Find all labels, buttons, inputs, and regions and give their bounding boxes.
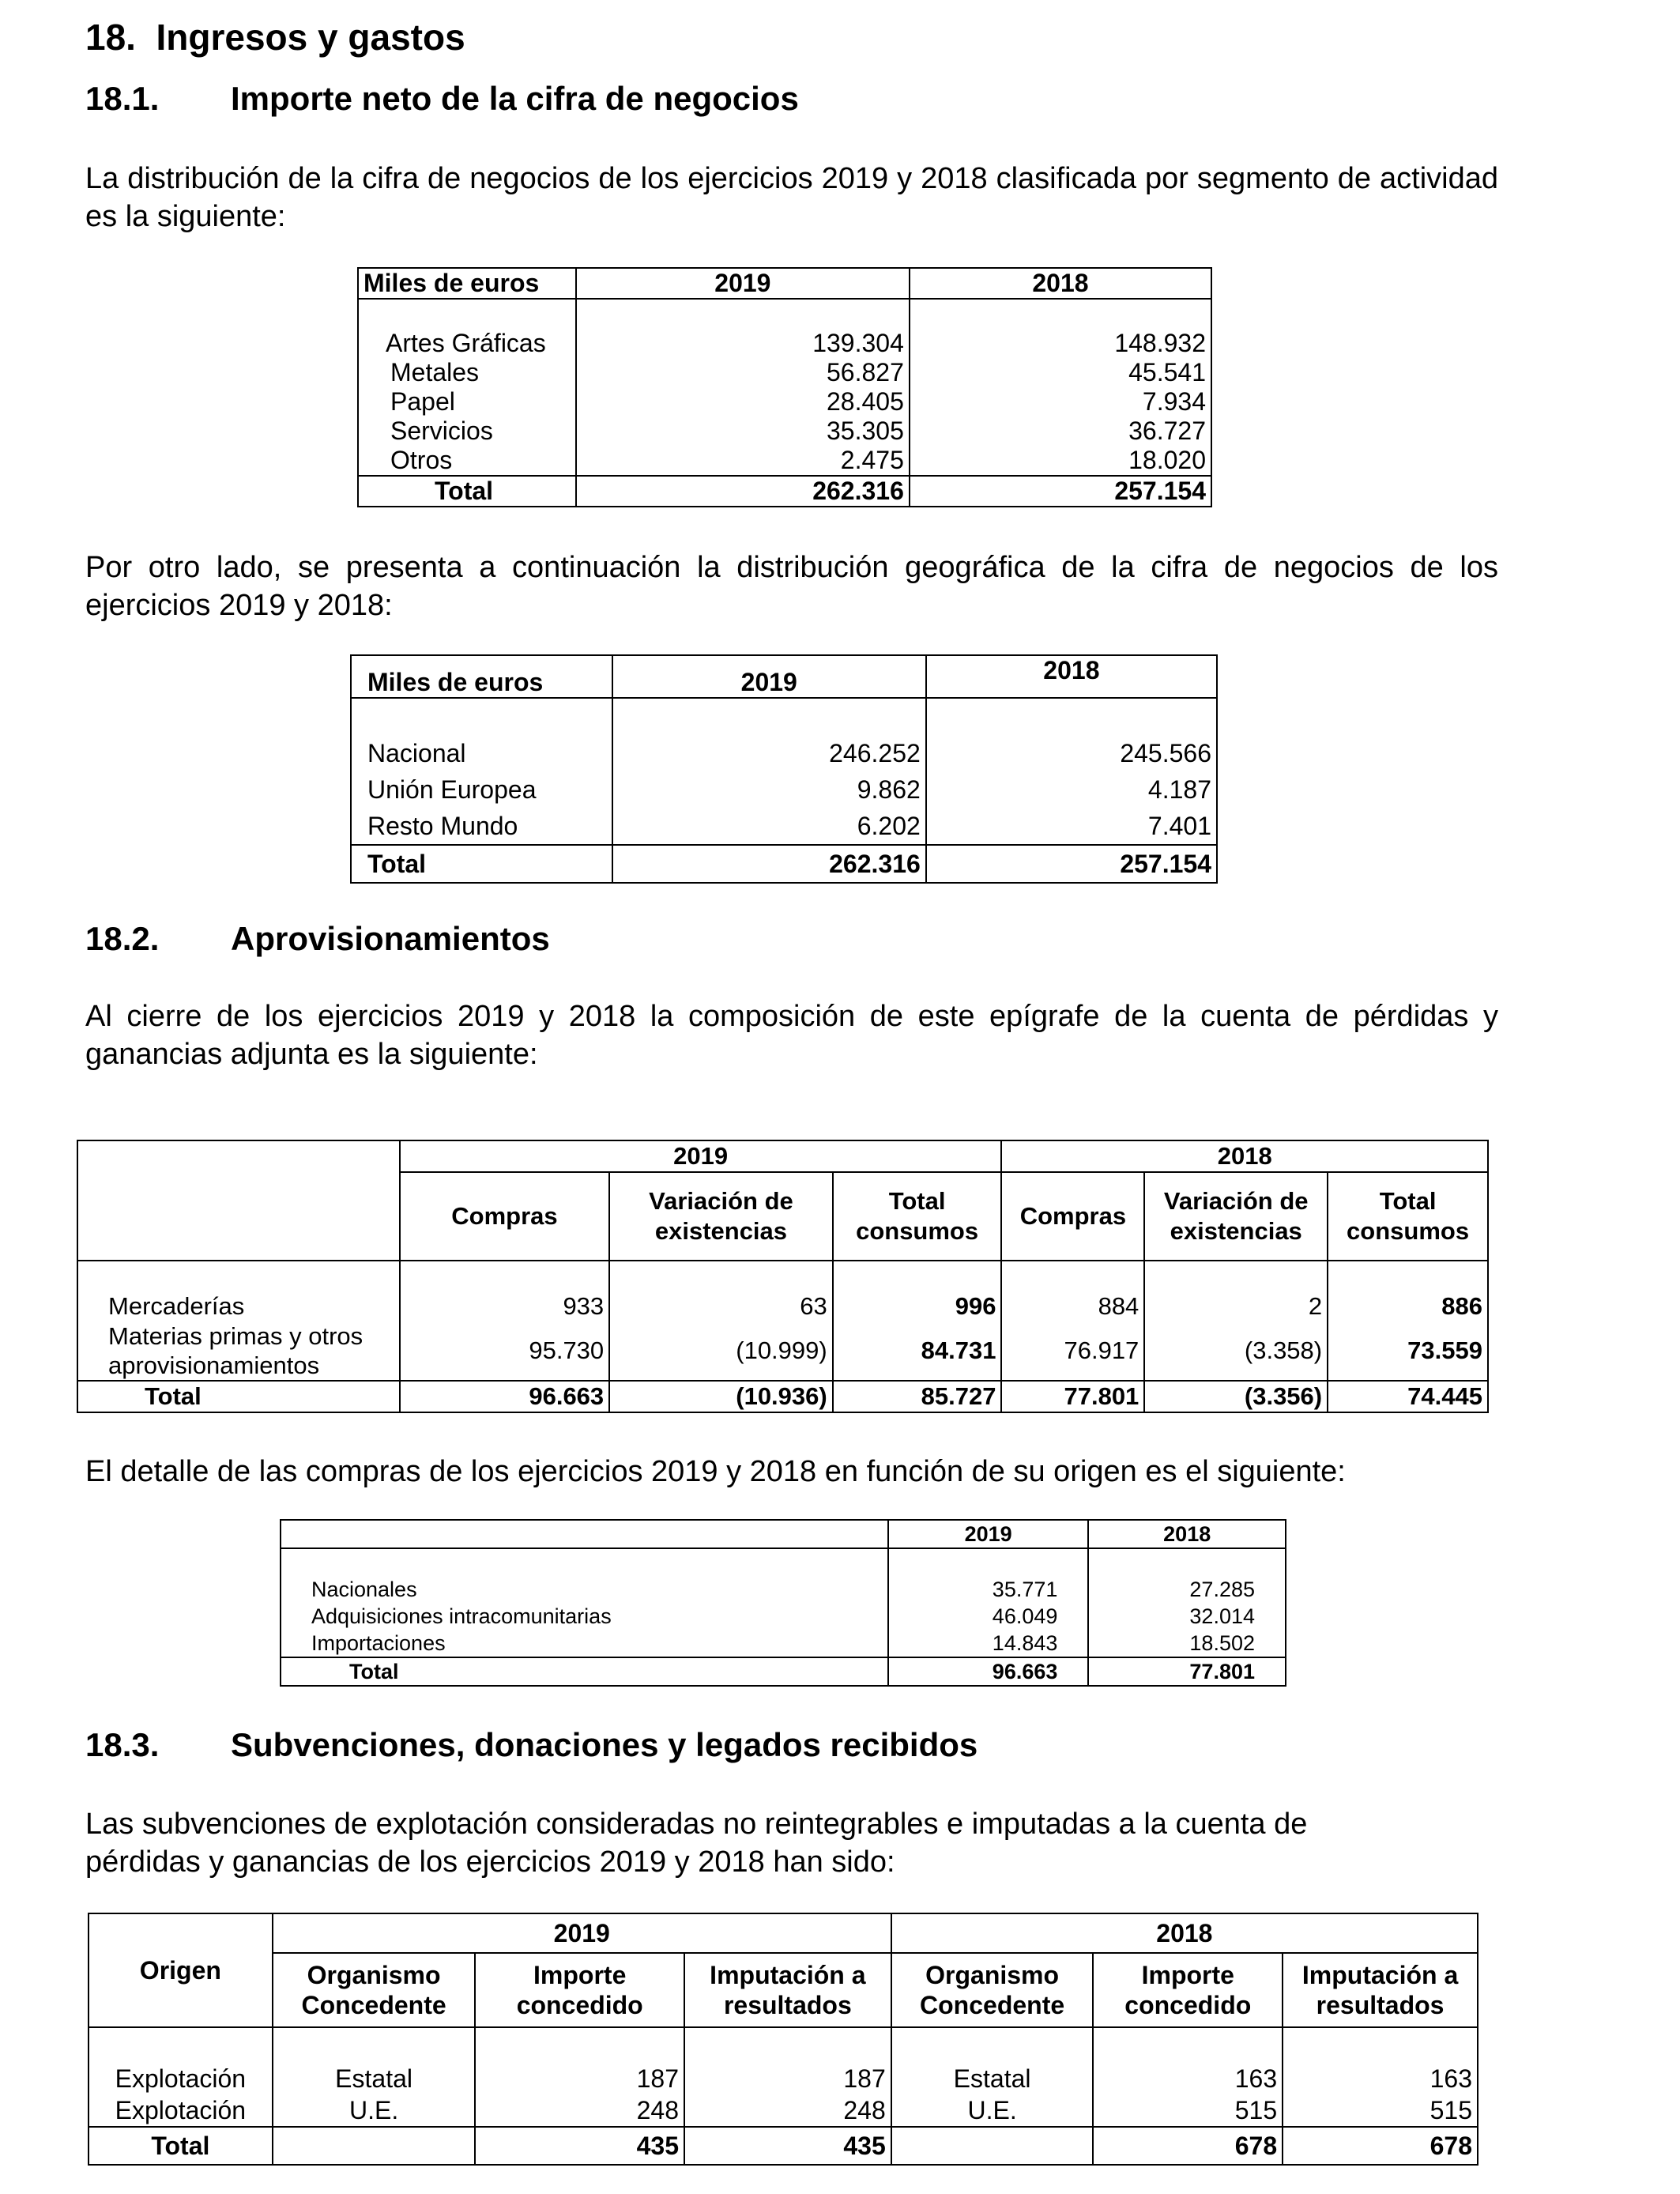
total-value: 96.663 bbox=[400, 1381, 609, 1412]
header-cell: 2018 bbox=[910, 268, 1211, 299]
year-header: 2018 bbox=[891, 1913, 1478, 1953]
value-cell: Estatal bbox=[891, 2063, 1094, 2094]
supplies-table bbox=[77, 1140, 1489, 1413]
total-label: Total bbox=[351, 845, 612, 883]
total-row bbox=[281, 1657, 1286, 1686]
subsection-number: 18.3. bbox=[85, 1726, 160, 1763]
table-row bbox=[351, 771, 1217, 808]
value-cell: 46.049 bbox=[888, 1603, 1089, 1630]
header-cell: 2018 bbox=[926, 655, 1217, 698]
value-cell: 163 bbox=[1283, 2063, 1478, 2094]
value-cell: U.E. bbox=[891, 2094, 1094, 2127]
value-cell: 7.401 bbox=[926, 808, 1217, 845]
value-cell: 9.862 bbox=[612, 771, 926, 808]
value-cell: 886 bbox=[1328, 1291, 1488, 1321]
paragraph-purchases-intro: El detalle de las compras de los ejercicios 2019 y 2018 en función de su origen es el siguiente: bbox=[85, 1455, 1346, 1488]
value-cell: 18.020 bbox=[910, 446, 1211, 476]
table-row bbox=[281, 1603, 1286, 1630]
row-label: Metales bbox=[358, 358, 576, 387]
column-header: Importe concedido bbox=[1093, 1953, 1283, 2027]
value-cell: 56.827 bbox=[576, 358, 910, 387]
header-cell: Miles de euros bbox=[358, 268, 576, 299]
table-row bbox=[281, 1630, 1286, 1657]
column-header: Organismo Concedente bbox=[891, 1953, 1094, 2027]
total-label: Total bbox=[89, 2127, 273, 2165]
subsection-heading-18-3 bbox=[85, 1726, 977, 1764]
table-row bbox=[351, 735, 1217, 771]
value-cell: 884 bbox=[1001, 1291, 1144, 1321]
value-cell: 76.917 bbox=[1001, 1321, 1144, 1381]
year-header: 2019 bbox=[400, 1140, 1002, 1172]
table-row bbox=[358, 358, 1211, 387]
total-value: 435 bbox=[684, 2127, 891, 2165]
value-cell: 248 bbox=[684, 2094, 891, 2127]
subsection-title: Subvenciones, donaciones y legados recibidos bbox=[231, 1726, 978, 1763]
value-cell: 4.187 bbox=[926, 771, 1217, 808]
column-header: Importe concedido bbox=[475, 1953, 684, 2027]
value-cell: 6.202 bbox=[612, 808, 926, 845]
table-header-row bbox=[351, 655, 1217, 698]
row-label: Nacional bbox=[351, 735, 612, 771]
row-label: Papel bbox=[358, 387, 576, 417]
column-header: Total consumos bbox=[1328, 1172, 1488, 1261]
row-label: Nacionales bbox=[281, 1576, 888, 1603]
row-label: Importaciones bbox=[281, 1630, 888, 1657]
table-row bbox=[89, 2063, 1478, 2094]
table-header-row bbox=[358, 268, 1211, 299]
value-cell: 139.304 bbox=[576, 329, 910, 358]
table-row bbox=[358, 329, 1211, 358]
total-value: 678 bbox=[1093, 2127, 1283, 2165]
value-cell: (3.358) bbox=[1144, 1321, 1328, 1381]
column-header-row bbox=[89, 1953, 1478, 2027]
total-value: 262.316 bbox=[612, 845, 926, 883]
total-value: 262.316 bbox=[576, 476, 910, 507]
revenue-by-segment-table bbox=[357, 267, 1212, 507]
total-value: 678 bbox=[1283, 2127, 1478, 2165]
section-heading bbox=[85, 16, 465, 58]
year-header-row bbox=[89, 1913, 1478, 1953]
table-row bbox=[77, 1321, 1488, 1381]
subsection-number: 18.2. bbox=[85, 920, 160, 957]
row-label: Explotación bbox=[89, 2063, 273, 2094]
value-cell: 515 bbox=[1283, 2094, 1478, 2127]
value-cell: 515 bbox=[1093, 2094, 1283, 2127]
value-cell: 73.559 bbox=[1328, 1321, 1488, 1381]
value-cell: 7.934 bbox=[910, 387, 1211, 417]
table-header-row bbox=[281, 1520, 1286, 1548]
value-cell: 35.771 bbox=[888, 1576, 1089, 1603]
year-header: 2018 bbox=[1001, 1140, 1488, 1172]
total-value: 85.727 bbox=[833, 1381, 1002, 1412]
table-row bbox=[281, 1576, 1286, 1603]
value-cell: 32.014 bbox=[1088, 1603, 1286, 1630]
value-cell: 63 bbox=[609, 1291, 833, 1321]
header-cell: 2019 bbox=[888, 1520, 1089, 1548]
header-cell: 2019 bbox=[576, 268, 910, 299]
row-label: Materias primas y otros aprovisionamientos bbox=[77, 1321, 400, 1381]
subsection-title: Importe neto de la cifra de negocios bbox=[231, 80, 799, 117]
value-cell: 2 bbox=[1144, 1291, 1328, 1321]
value-cell: 84.731 bbox=[833, 1321, 1002, 1381]
value-cell: Estatal bbox=[273, 2063, 476, 2094]
total-row bbox=[89, 2127, 1478, 2165]
value-cell: 246.252 bbox=[612, 735, 926, 771]
value-cell: 27.285 bbox=[1088, 1576, 1286, 1603]
value-cell: 14.843 bbox=[888, 1630, 1089, 1657]
table-row bbox=[89, 2094, 1478, 2127]
row-label: Mercaderías bbox=[77, 1291, 400, 1321]
value-cell: 36.727 bbox=[910, 417, 1211, 446]
value-cell: 187 bbox=[475, 2063, 684, 2094]
value-cell: 248 bbox=[475, 2094, 684, 2127]
total-row bbox=[358, 476, 1211, 507]
column-header: Imputación a resultados bbox=[684, 1953, 891, 2027]
header-cell: Miles de euros bbox=[351, 655, 612, 698]
table-row bbox=[358, 446, 1211, 476]
subsection-heading-18-2 bbox=[85, 920, 550, 958]
row-label: Adquisiciones intracomunitarias bbox=[281, 1603, 888, 1630]
total-label: Total bbox=[281, 1657, 888, 1686]
value-cell: 28.405 bbox=[576, 387, 910, 417]
total-value: 257.154 bbox=[910, 476, 1211, 507]
column-header: Imputación a resultados bbox=[1283, 1953, 1478, 2027]
value-cell: 933 bbox=[400, 1291, 609, 1321]
row-label: Artes Gráficas bbox=[358, 329, 576, 358]
subsection-title: Aprovisionamientos bbox=[231, 920, 550, 957]
total-row bbox=[77, 1381, 1488, 1412]
value-cell: 95.730 bbox=[400, 1321, 609, 1381]
subsection-heading-18-1 bbox=[85, 80, 799, 118]
value-cell: (10.999) bbox=[609, 1321, 833, 1381]
section-number: 18. bbox=[85, 17, 136, 58]
row-label: Resto Mundo bbox=[351, 808, 612, 845]
table-row bbox=[358, 417, 1211, 446]
total-value: 96.663 bbox=[888, 1657, 1089, 1686]
subsection-number: 18.1. bbox=[85, 80, 160, 117]
table-row bbox=[77, 1291, 1488, 1321]
column-header: Compras bbox=[1001, 1172, 1144, 1261]
value-cell: 187 bbox=[684, 2063, 891, 2094]
column-header: Total consumos bbox=[833, 1172, 1002, 1261]
year-header-row bbox=[77, 1140, 1488, 1172]
column-header: Variación de existencias bbox=[609, 1172, 833, 1261]
table-row bbox=[358, 387, 1211, 417]
total-row bbox=[351, 845, 1217, 883]
value-cell: 163 bbox=[1093, 2063, 1283, 2094]
paragraph-supplies-intro: Al cierre de los ejercicios 2019 y 2018 la composición de este epígrafe de la cuenta de pérdidas y ganancias adjunta es la siguiente: bbox=[85, 1000, 1498, 1071]
row-label: Otros bbox=[358, 446, 576, 476]
paragraph-segment-intro: La distribución de la cifra de negocios de los ejercicios 2019 y 2018 clasificada por segmento de actividad es la siguiente: bbox=[85, 162, 1498, 233]
total-value: 435 bbox=[475, 2127, 684, 2165]
section-title: Ingresos y gastos bbox=[156, 17, 465, 58]
value-cell: 35.305 bbox=[576, 417, 910, 446]
table-row bbox=[351, 808, 1217, 845]
value-cell: 148.932 bbox=[910, 329, 1211, 358]
row-label: Explotación bbox=[89, 2094, 273, 2127]
total-value: 257.154 bbox=[926, 845, 1217, 883]
total-value: 77.801 bbox=[1001, 1381, 1144, 1412]
total-label: Total bbox=[358, 476, 576, 507]
value-cell: 18.502 bbox=[1088, 1630, 1286, 1657]
year-header: 2019 bbox=[273, 1913, 891, 1953]
paragraph-grants-intro: Las subvenciones de explotación consideradas no reintegrables e imputadas a la cuenta de pérdidas y ganancias de los ejercicios 2019 y 2018 han sido: bbox=[85, 1808, 1308, 1879]
total-label: Total bbox=[77, 1381, 400, 1412]
column-header: Compras bbox=[400, 1172, 609, 1261]
value-cell: 245.566 bbox=[926, 735, 1217, 771]
value-cell: 2.475 bbox=[576, 446, 910, 476]
grants-table bbox=[88, 1913, 1478, 2166]
header-cell: 2019 bbox=[612, 655, 926, 698]
value-cell: 996 bbox=[833, 1291, 1002, 1321]
column-header: Organismo Concedente bbox=[273, 1953, 476, 2027]
row-label: Unión Europea bbox=[351, 771, 612, 808]
total-value: (10.936) bbox=[609, 1381, 833, 1412]
purchases-by-origin-table bbox=[280, 1519, 1286, 1687]
row-label: Servicios bbox=[358, 417, 576, 446]
revenue-by-geography-table bbox=[350, 654, 1218, 884]
origin-header: Origen bbox=[89, 1913, 273, 2027]
value-cell: 45.541 bbox=[910, 358, 1211, 387]
total-value: 74.445 bbox=[1328, 1381, 1488, 1412]
value-cell: U.E. bbox=[273, 2094, 476, 2127]
header-cell: 2018 bbox=[1088, 1520, 1286, 1548]
column-header: Variación de existencias bbox=[1144, 1172, 1328, 1261]
total-value: 77.801 bbox=[1088, 1657, 1286, 1686]
total-value: (3.356) bbox=[1144, 1381, 1328, 1412]
paragraph-geographic-intro: Por otro lado, se presenta a continuación la distribución geográfica de la cifra de negocios de los ejercicios 2019 y 2018: bbox=[85, 551, 1498, 622]
